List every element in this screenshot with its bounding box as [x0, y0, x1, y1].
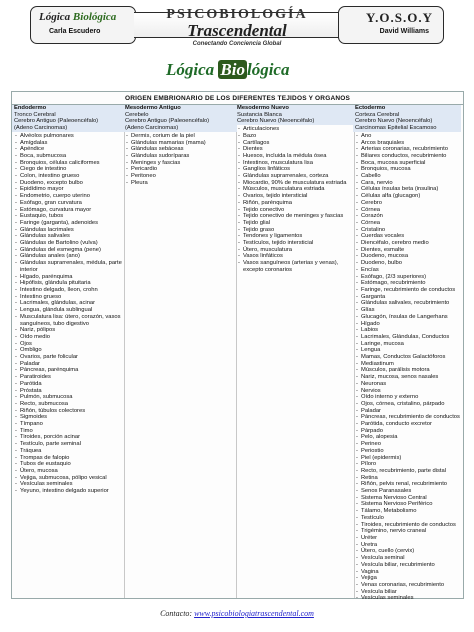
tissue-item: - Nervios: [355, 388, 461, 395]
tissue-item: - Recto, recubrimiento, parte distal: [355, 468, 461, 475]
column-subheading: Corteza Cerebral: [355, 111, 400, 118]
column-subheading: Cerebro Antiguo (Paleoencéfalo): [14, 118, 99, 125]
tissue-item: - Pelo, alopesia: [355, 434, 461, 441]
tissue-item: - Células alfa (glucagon): [355, 193, 461, 200]
site-title-line2: Trascendental: [187, 21, 287, 40]
tissue-list: [125, 133, 237, 187]
tissue-item: - Cristalino: [355, 227, 461, 234]
column-mesodermo-antiguo: [125, 105, 237, 186]
tissue-item: - Dermis, corium de la piel: [125, 133, 237, 140]
tissue-item: - Tiroides, recubrimiento de conductos: [355, 522, 461, 529]
tissue-item: - Tejido graso: [237, 227, 355, 234]
tissue-item: - Pleura: [125, 180, 237, 187]
tissue-item: - Glándulas sudoríparas: [125, 153, 237, 160]
tissue-item: - Retina: [355, 475, 461, 482]
tissue-item: - Parótida: [14, 381, 126, 388]
tissue-item: - Glándulas suprarrenales, corteza: [237, 173, 355, 180]
tissue-item: - Ojos: [14, 341, 126, 348]
column-subheading: Cerebro Nuevo (Neoencéfalo): [355, 118, 433, 125]
tissue-item: - Glándulas sebáceas: [125, 146, 237, 153]
tissue-item: - Tímpano: [14, 421, 126, 428]
tissue-list: [355, 133, 461, 602]
tissue-item: - Boca, submucosa: [14, 153, 126, 160]
tissue-item: - Vesículas seminales: [355, 595, 461, 602]
column-header: [12, 105, 126, 132]
tissue-item: - Esófago, gran curvatura: [14, 200, 126, 207]
tissue-item: - Paladar: [14, 361, 126, 368]
tissue-item: - Mediastinum: [355, 361, 461, 368]
column-heading: Mesodermo Nuevo: [237, 105, 289, 111]
tissue-item: - Epidídimo mayor: [14, 186, 126, 193]
tissue-item: - Glándulas mamarias (mama): [125, 140, 237, 147]
tissue-item: - Vagina: [355, 569, 461, 576]
tissue-item: - Boca, mucosa superficial: [355, 160, 461, 167]
site-title-line1: PSICOBIOLOGÍA: [166, 7, 308, 22]
tissue-item: - Tejido conectivo: [237, 207, 355, 214]
tissue-item: - Músculos, musculatura estriada: [237, 186, 355, 193]
column-subheading: Cerebro Nuevo (Neoencéfalo): [237, 118, 315, 125]
tissue-item: - Testículos, tejido intersticial: [237, 240, 355, 247]
tissue-item: - Uréter: [355, 535, 461, 542]
tissue-item: - Duodeno, excepto bulbo: [14, 180, 126, 187]
tissue-item: - Duodeno, bulbo: [355, 260, 461, 267]
tissue-item: - Neuronas: [355, 381, 461, 388]
tissue-item: - Cartílagos: [237, 140, 355, 147]
tissue-item: - Testículo, parte seminal: [14, 441, 126, 448]
tissue-item: - Tráquea: [14, 448, 126, 455]
column-endodermo: [14, 105, 126, 495]
tissue-item: - Miocardio, 90% de musculatura estriada: [237, 180, 355, 187]
tissue-item: - Nariz, mucosa, senos nasales: [355, 374, 461, 381]
tissue-item: - Glándulas salivales: [14, 233, 126, 240]
tissue-item: - Huesos, incluida la médula ósea: [237, 153, 355, 160]
tissue-item: - Lacrimales, Glándulas, Conductos: [355, 334, 461, 341]
tissue-item: - Tubos de eustaquio: [14, 461, 126, 468]
tissue-item: - Ano: [355, 133, 461, 140]
table-title: ORIGEN EMBRIONARIO DE LOS DIFERENTES TEJIDOS Y ORGANOS: [124, 95, 351, 102]
tissue-item: - Laringe, mucosa: [355, 341, 461, 348]
tissue-item: - Sistema Nervioso Central: [355, 495, 461, 502]
tissue-item: - Vejiga, submucosa, pólipo vesical: [14, 475, 126, 482]
tissue-item: - Mamas, Conductos Galactóforos: [355, 354, 461, 361]
tissue-item: - Tálamo, Metabolismo: [355, 508, 461, 515]
column-subheading: (Adeno Carcinomas): [125, 125, 179, 132]
tissue-item: - Perineo: [355, 441, 461, 448]
logo-right-box: [338, 6, 444, 44]
footer-contact: [0, 609, 474, 618]
tissue-item: - Glándulas lacrimales: [14, 227, 126, 234]
tissue-item: - Tejido conectivo de meninges y fascias: [237, 213, 355, 220]
tissue-item: - Intestinos, musculatura lisa: [237, 160, 355, 167]
tissue-item: - Bronquios, células caliciformes: [14, 160, 126, 167]
tissue-item: - Trompas de falopio: [14, 455, 126, 462]
tissue-item: - Hígado: [355, 321, 461, 328]
tissue-item: - Piel (epidermis): [355, 455, 461, 462]
site-slogan: Conectando Conciencia Global: [192, 41, 282, 47]
tissue-item: - Recto, submucosa: [14, 401, 126, 408]
tissue-item: - Riñón, túbulos colectores: [14, 408, 126, 415]
author-right: David Williams: [379, 28, 429, 35]
tissue-list: [14, 133, 126, 495]
tissue-item: - Apéndice: [14, 146, 126, 153]
tissue-item: - Párpado: [355, 428, 461, 435]
logo-left-box: [30, 6, 136, 44]
tissue-item: - Glándulas anales (ano): [14, 253, 126, 260]
tissue-item: - Eustaquio, tubos: [14, 213, 126, 220]
site-title-band: [134, 7, 340, 47]
tissue-item: - Paratiroides: [14, 374, 126, 381]
tissue-item: - Amígdalas: [14, 140, 126, 147]
tissue-item: - Periostio: [355, 448, 461, 455]
tissue-item: - Nariz, pólipos: [14, 327, 126, 334]
tissue-item: - Próstata: [14, 388, 126, 395]
tissue-item: - Oído interno y externo: [355, 394, 461, 401]
tissue-item: - Ganglios linfáticos: [237, 166, 355, 173]
tissue-item: - Cuerdas vocales: [355, 233, 461, 240]
tissue-item: - Dientes, esmalte: [355, 247, 461, 254]
tissue-item: - Cara, nervio: [355, 180, 461, 187]
tissue-item: - Meninges y fascias: [125, 160, 237, 167]
column-heading: Mesodermo Antiguo: [125, 105, 181, 111]
logica-biologica-logo: Lógica Bio lógica: [166, 60, 290, 79]
tissue-item: - Musculatura lisa: útero, corazón, vasos sanguíneos, tubo digestivo: [14, 314, 126, 327]
column-header: [235, 105, 355, 125]
author-left: Carla Escudero: [49, 28, 101, 35]
tissue-item: - Peritoneo: [125, 173, 237, 180]
tissue-item: - Alvéolos pulmonares: [14, 133, 126, 140]
tissue-item: - Ovarios, parte folicular: [14, 354, 126, 361]
tissue-item: - Bronquios, mucosa: [355, 166, 461, 173]
tissue-item: - Diencéfalo, cerebro medio: [355, 240, 461, 247]
column-heading: Endodermo: [14, 105, 47, 111]
tissue-item: - Riñón, parénquima: [237, 200, 355, 207]
column-heading: Ectodermo: [355, 105, 386, 111]
tissue-item: - Cerebro: [355, 200, 461, 207]
tissue-item: - Córnea: [355, 207, 461, 214]
tissue-item: - Tiroides, porción acinar: [14, 434, 126, 441]
tissue-item: - Biliares conductos, recubrimiento: [355, 153, 461, 160]
tissue-item: - Articulaciones: [237, 126, 355, 133]
tissue-list: [237, 126, 355, 273]
tissue-item: - Vesícula biliar: [355, 589, 461, 596]
tissue-item: - Páncreas, parénquima: [14, 367, 126, 374]
tissue-item: - Útero, mucosa: [14, 468, 126, 475]
tissue-item: - Ojos, córnea, cristalino, párpado: [355, 401, 461, 408]
tissue-item: - Páncreas, recubrimiento de conductos: [355, 414, 461, 421]
tissue-item: - Ciego de intestino: [14, 166, 126, 173]
tissue-item: - Senos Paranasales: [355, 488, 461, 495]
tissue-item: - Píloro: [355, 461, 461, 468]
tissue-item: - Vasos sanguíneos (arterias y venas), excepto coronarios: [237, 260, 355, 273]
column-subheading: Tronco Cerebral: [14, 111, 56, 118]
contact-link[interactable]: www.psicobiologiatrascendental.com: [194, 609, 314, 618]
tissue-item: - Oído medio: [14, 334, 126, 341]
tissue-item: - Lengua, glándula sublingual: [14, 307, 126, 314]
column-subheading: Cerebelo: [125, 111, 149, 118]
embryonic-origin-table: [11, 91, 464, 602]
tissue-item: - Timo: [14, 428, 126, 435]
tissue-item: - Parótida, conducto excretor: [355, 421, 461, 428]
tissue-item: - Vesícula seminal: [355, 555, 461, 562]
tissue-item: - Cabello: [355, 173, 461, 180]
logo-left: Lógica Biológica: [39, 11, 117, 23]
tissue-item: - Útero, cuello (cervix): [355, 548, 461, 555]
tissue-item: - Córnea: [355, 220, 461, 227]
tissue-item: - Labios: [355, 327, 461, 334]
column-header: [123, 105, 237, 132]
tissue-item: - Intestino grueso: [14, 294, 126, 301]
tissue-item: - Pulmón, submucosa: [14, 394, 126, 401]
column-subheading: Carcinomas Epitelial Escamoso: [355, 125, 437, 132]
tissue-item: - Tendones y ligamentos: [237, 233, 355, 240]
tissue-item: - Ombligo: [14, 347, 126, 354]
column-ectodermo: [355, 105, 461, 602]
tissue-item: - Pericardio: [125, 166, 237, 173]
tissue-item: - Riñón, pelvis renal, recubrimiento: [355, 481, 461, 488]
tissue-item: - Garganta: [355, 294, 461, 301]
logo-right: Y.O.S.O.Y: [365, 10, 433, 25]
tissue-item: - Vejiga: [355, 575, 461, 582]
tissue-item: - Trigémino, nervio craneal: [355, 528, 461, 535]
tissue-item: - Endometrio, cuerpo uterino: [14, 193, 126, 200]
tissue-item: - Estómago, curvatura mayor: [14, 207, 126, 214]
tissue-item: - Esófago, (2/3 superiores): [355, 274, 461, 281]
tissue-item: - Colon, intestino grueso: [14, 173, 126, 180]
tissue-item: - Lengua: [355, 347, 461, 354]
tissue-item: - Dientes: [237, 146, 355, 153]
tissue-item: - Paladar: [355, 408, 461, 415]
column-subheading: Cerebro Antiguo (Paleoencéfalo): [125, 118, 210, 125]
tissue-item: - Arcos braquiales: [355, 140, 461, 147]
column-mesodermo-nuevo: [237, 105, 355, 274]
tissue-item: - Tejido glial: [237, 220, 355, 227]
tissue-item: - Glías: [355, 307, 461, 314]
column-header: [353, 105, 461, 132]
tissue-item: - Ovarios, tejido intersticial: [237, 193, 355, 200]
tissue-item: - Corazón: [355, 213, 461, 220]
tissue-item: - Glándulas salivales, recubrimiento: [355, 300, 461, 307]
tissue-item: - Yeyuno, intestino delgado superior: [14, 488, 126, 495]
column-subheading: Sustancia Blanca: [237, 111, 282, 118]
tissue-item: - Hígado, parénquima: [14, 274, 126, 281]
tissue-item: - Venas coronarias, recubrimiento: [355, 582, 461, 589]
tissue-item: - Músculos, parálisis motora: [355, 367, 461, 374]
tissue-item: - Intestino delgado, íleon, crohn: [14, 287, 126, 294]
footer-label: Contacto:: [160, 609, 195, 618]
tissue-item: - Faringe, recubrimiento de conductos: [355, 287, 461, 294]
tissue-item: - Glucagón, ínsulas de Langerhans: [355, 314, 461, 321]
tissue-item: - Vesícula biliar, recubrimiento: [355, 562, 461, 569]
tissue-item: - Lacrimales, glándulas, acinar: [14, 300, 126, 307]
tissue-item: - Glándulas suprarrenales, médula, parte interior: [14, 260, 126, 273]
tissue-item: - Arterias coronarias, recubrimiento: [355, 146, 461, 153]
tissue-item: - Sigmoides: [14, 414, 126, 421]
tissue-item: - Encías: [355, 267, 461, 274]
tissue-item: - Duodeno, mucosa: [355, 253, 461, 260]
tissue-item: - Bazo: [237, 133, 355, 140]
tissue-item: - Glándulas del esmegma (pene): [14, 247, 126, 254]
tissue-item: - Útero, musculatura: [237, 247, 355, 254]
tissue-item: - Hipófisis, glándula pituitaria: [14, 280, 126, 287]
tissue-item: - Vasos linfáticos: [237, 253, 355, 260]
tissue-item: - Estómago, recubrimiento: [355, 280, 461, 287]
tissue-item: - Glándulas de Bartolino (vulva): [14, 240, 126, 247]
tissue-item: - Faringe (garganta), adenoides: [14, 220, 126, 227]
tissue-item: - Células ínsulas beta (insulina): [355, 186, 461, 193]
header-banner: [30, 6, 444, 47]
tissue-item: - Sistema Nervioso Periférico: [355, 501, 461, 508]
column-subheading: (Adeno Carcinomas): [14, 125, 68, 132]
tissue-item: - Vesículas seminales: [14, 481, 126, 488]
tissue-item: - Testículo: [355, 515, 461, 522]
tissue-item: - Uretra: [355, 542, 461, 549]
